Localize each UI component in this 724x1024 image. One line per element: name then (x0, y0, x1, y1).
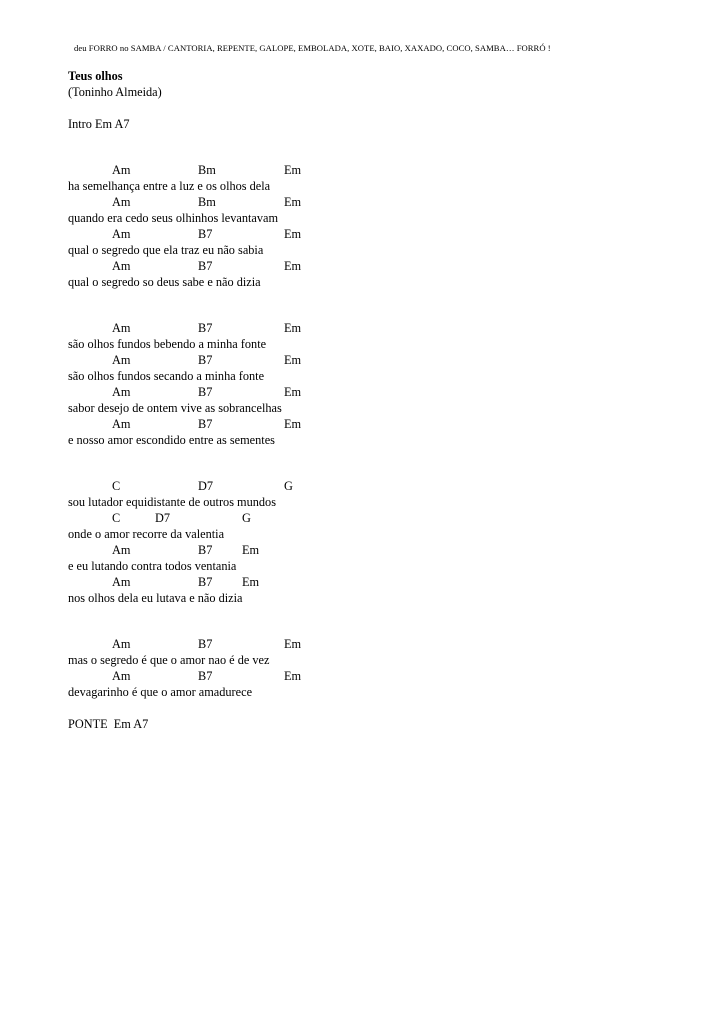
chord-row (68, 384, 688, 400)
chord: Am (112, 669, 131, 683)
lyric-line: quando era cedo seus olhinhos levantavam (68, 211, 279, 225)
song-title: Teus olhos (68, 69, 123, 83)
chord-row (68, 352, 688, 368)
chord: B7 (198, 259, 213, 273)
chord: B7 (198, 575, 213, 589)
chord: Em (242, 575, 260, 589)
chord: Em (284, 417, 302, 431)
chord: B7 (198, 417, 213, 431)
chord-row (68, 636, 688, 652)
chord: Am (112, 385, 131, 399)
chord: Em (284, 353, 302, 367)
chord: G (242, 511, 251, 525)
chord: Em (284, 637, 302, 651)
lyric-line: onde o amor recorre da valentia (68, 527, 225, 541)
lyric-line: e eu lutando contra todos ventania (68, 559, 237, 573)
chord: Em (284, 321, 302, 335)
chord: Am (112, 417, 131, 431)
lyric-line: sabor desejo de ontem vive as sobrancelhas (68, 401, 282, 415)
chord: B7 (198, 637, 213, 651)
chord-row (68, 320, 688, 336)
chord-row (68, 194, 688, 210)
chord: Em (284, 669, 302, 683)
song-author: (Toninho Almeida) (68, 85, 162, 99)
lyric-line: são olhos fundos secando a minha fonte (68, 369, 265, 383)
chord: Em (284, 227, 302, 241)
chord: C (112, 479, 121, 493)
chord-row (68, 162, 688, 178)
chord: G (284, 479, 293, 493)
page-header: deu FORRO no SAMBA / CANTORIA, REPENTE, GALOPE, EMBOLADA, XOTE, BAIO, XAXADO, COCO, SAMBA… FORRÓ ! (74, 43, 551, 53)
chord: Bm (198, 163, 216, 177)
lyric-line: qual o segredo que ela traz eu não sabia (68, 243, 264, 257)
verse-2 (68, 320, 688, 448)
chord: Bm (198, 195, 216, 209)
chord: B7 (198, 321, 213, 335)
lyric-line: devagarinho é que o amor amadurece (68, 685, 253, 699)
chord: Am (112, 227, 131, 241)
chord-row (68, 258, 688, 274)
verse-1 (68, 162, 688, 290)
chord-row (68, 478, 688, 494)
chord: Em (284, 195, 302, 209)
chord: B7 (198, 353, 213, 367)
chord: Am (112, 575, 131, 589)
chord-row (68, 668, 688, 684)
chord: Em (284, 259, 302, 273)
lyric-line: ha semelhança entre a luz e os olhos dela (68, 179, 271, 193)
chord-row (68, 574, 688, 590)
chord: B7 (198, 669, 213, 683)
chord: Am (112, 543, 131, 557)
intro-line: Intro Em A7 (68, 117, 130, 131)
chord-row (68, 226, 688, 242)
ponte-line: PONTE Em A7 (68, 717, 149, 731)
lyric-line: nos olhos dela eu lutava e não dizia (68, 591, 243, 605)
chord: Em (242, 543, 260, 557)
chord: B7 (198, 543, 213, 557)
chord-row (68, 542, 688, 558)
song-sheet (68, 68, 688, 732)
lyric-line: e nosso amor escondido entre as sementes (68, 433, 275, 447)
lyric-line: sou lutador equidistante de outros mundos (68, 495, 276, 509)
lyric-line: qual o segredo so deus sabe e não dizia (68, 275, 261, 289)
chord: Am (112, 637, 131, 651)
chord: Am (112, 259, 131, 273)
lyric-line: mas o segredo é que o amor nao é de vez (68, 653, 270, 667)
chord: Am (112, 321, 131, 335)
chord: Am (112, 353, 131, 367)
chord: Em (284, 385, 302, 399)
chord: B7 (198, 385, 213, 399)
verse-4 (68, 636, 688, 700)
lyric-line: são olhos fundos bebendo a minha fonte (68, 337, 267, 351)
chord: Am (112, 163, 131, 177)
chord: Am (112, 195, 131, 209)
chord-row (68, 510, 688, 526)
chord: D7 (155, 511, 171, 525)
chord: B7 (198, 227, 213, 241)
chord-row (68, 416, 688, 432)
chord: Em (284, 163, 302, 177)
chord: C (112, 511, 121, 525)
chord: D7 (198, 479, 214, 493)
verse-3 (68, 478, 688, 606)
